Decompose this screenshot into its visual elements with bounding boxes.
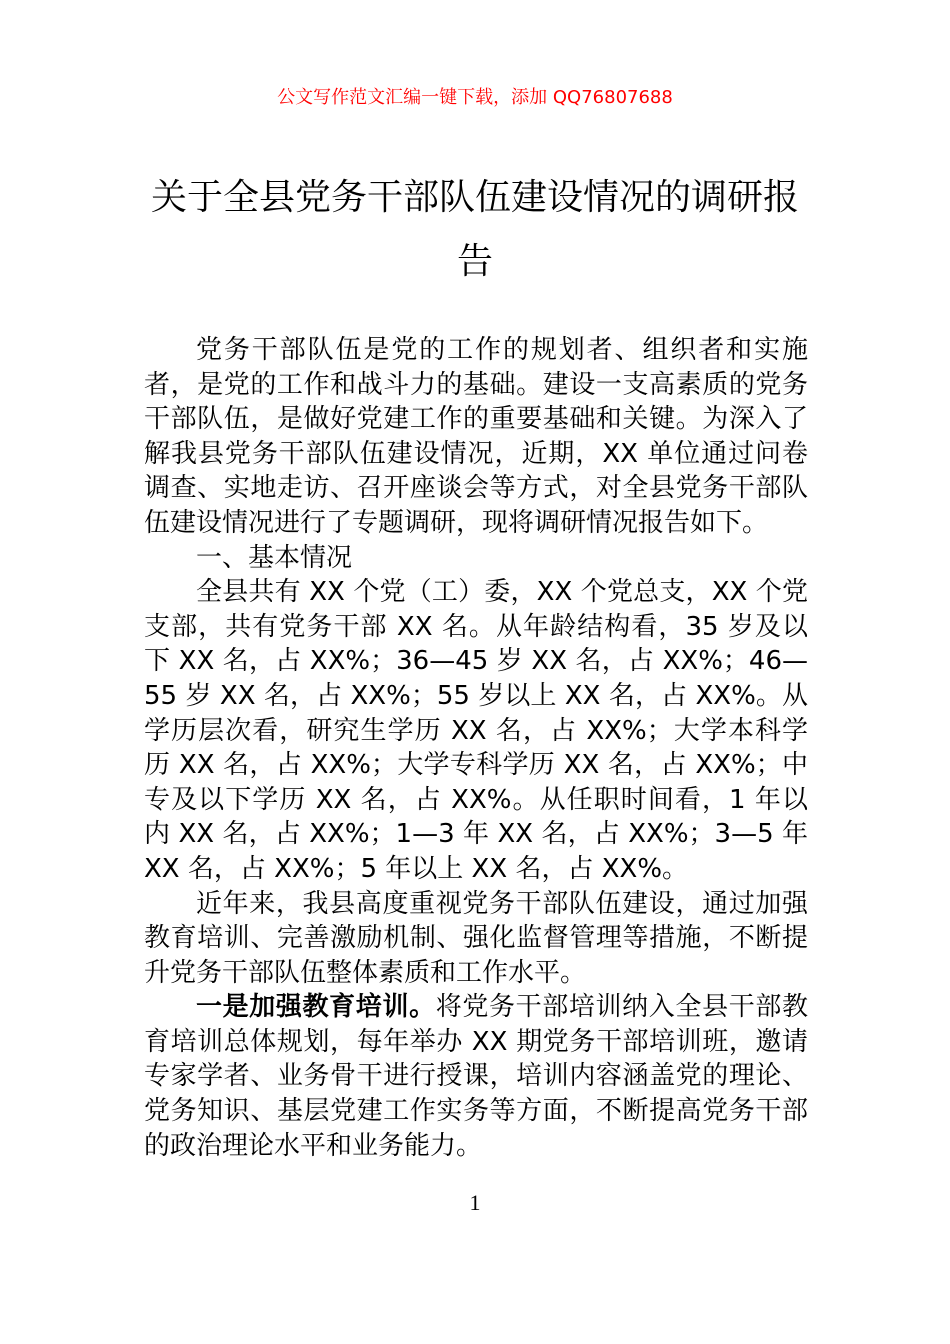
section-heading-basic-situation: 一、基本情况 bbox=[196, 542, 353, 573]
document-title: 关于全县党务干部队伍建设情况的调研报告 bbox=[150, 177, 799, 282]
download-promo-note: 公文写作范文汇编一键下载，添加 QQ76807688 bbox=[277, 87, 673, 108]
document-body bbox=[144, 333, 808, 1163]
point-one-paragraph bbox=[144, 990, 808, 1163]
page-number: 1 bbox=[469, 1190, 481, 1215]
statistics-paragraph: 全县共有 XX 个党（工）委，XX 个党总支，XX 个党支部，共有党务干部 XX 名。从年龄结构看，35 岁及以下 XX 名，占 XX%；36—45 岁 XX 名，占 XX%；46—55 岁 XX 名，占 XX%；55 岁以上 XX 名，占 XX%。从学历层次看，研究生学历 XX 名，占 XX%；大学本科学历 XX 名，占 XX%；大学专科学历 XX 名，占 XX%；中专及以下学历 XX 名，占 XX%。从任职时间看，1 年以内 XX 名，占 XX%；1—3 年 XX 名，占 XX%；3—5 年 XX 名，占 XX%；5 年以上 XX 名，占 XX%。 bbox=[144, 577, 808, 884]
point-one-body: 将党务干部培训纳入全县干部教育培训总体规划，每年举办 XX 期党务干部培训班，邀请专家学者、业务骨干进行授课，培训内容涵盖党的理论、党务知识、基层党建工作实务等方面，不断提高党务干部的政治理论水平和业务能力。 bbox=[144, 992, 808, 1161]
recent-years-paragraph: 近年来，我县高度重视党务干部队伍建设，通过加强教育培训、完善激励机制、强化监督管理等措施，不断提升党务干部队伍整体素质和工作水平。 bbox=[144, 888, 808, 988]
point-one-lead: 一是加强教育培训。 bbox=[196, 992, 436, 1023]
intro-paragraph: 党务干部队伍是党的工作的规划者、组织者和实施者，是党的工作和战斗力的基础。建设一支高素质的党务干部队伍，是做好党建工作的重要基础和关键。为深入了解我县党务干部队伍建设情况，近期，XX 单位通过问卷调查、实地走访、召开座谈会等方式，对全县党务干部队伍建设情况进行了专题调研，现将调研情况报告如下。 bbox=[144, 335, 808, 538]
